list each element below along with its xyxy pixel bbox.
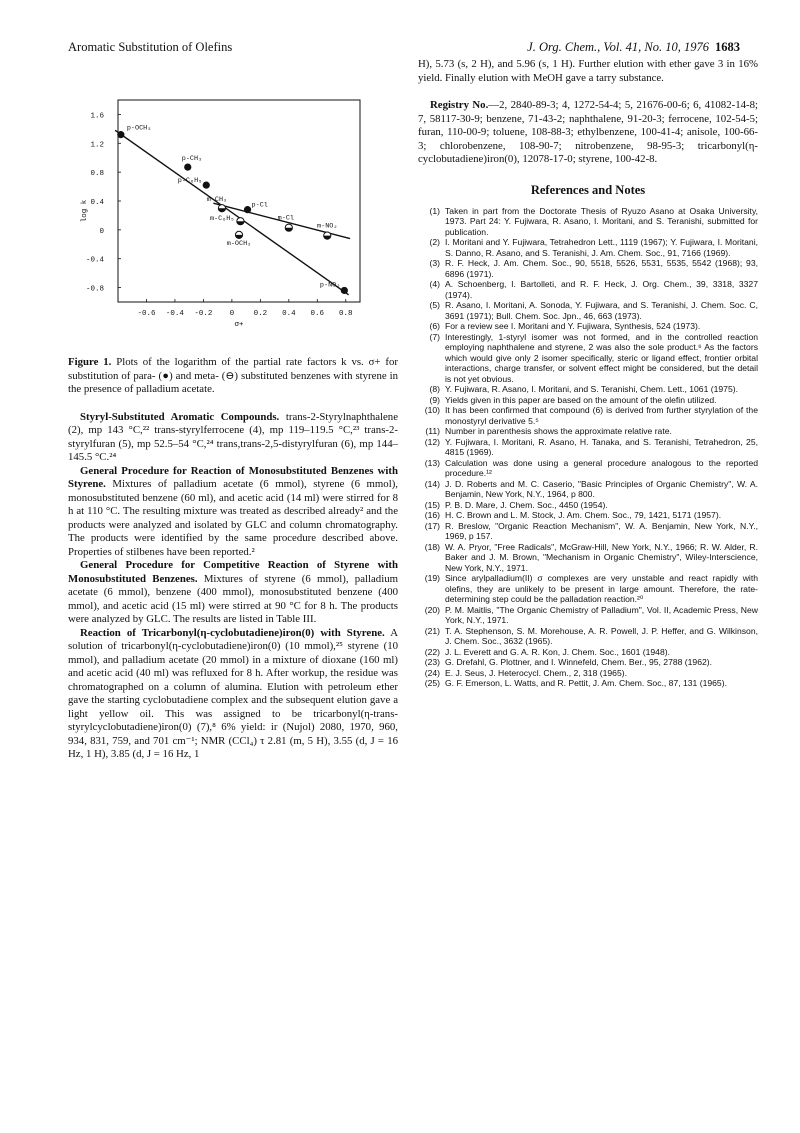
reference-item xyxy=(418,510,758,521)
reference-text: J. D. Roberts and M. C. Caserio, "Basic Principles of Organic Chemistry", W. A. Benjamin, New York, N.Y., 1964, p 800. xyxy=(445,478,758,499)
reference-item xyxy=(418,479,758,500)
paragraph-heading: General Procedure for Reaction of Monosubstituted Benzenes with Styrene. xyxy=(68,464,398,490)
reference-text: E. J. Seus, J. Heterocycl. Chem., 2, 318 (1965). xyxy=(445,667,627,678)
reference-text: It has been confirmed that compound (6) is derived from further styrylation of the monostyryl derivative 5.⁵ xyxy=(445,405,758,426)
reference-number: (20) xyxy=(424,604,440,615)
left-column xyxy=(68,90,398,762)
reference-item xyxy=(418,521,758,542)
reference-text: J. L. Everett and G. A. R. Kon, J. Chem. Soc., 1601 (1948). xyxy=(445,646,670,657)
reference-item xyxy=(418,668,758,679)
reference-item xyxy=(418,426,758,437)
reference-number: (21) xyxy=(424,625,440,636)
reference-number: (6) xyxy=(429,321,440,331)
y-tick-label: -0.4 xyxy=(85,256,104,265)
reference-item xyxy=(418,458,758,479)
paragraph xyxy=(68,559,398,627)
point-label: m-CH₃ xyxy=(206,196,228,205)
point-label: p-C₆H₅ xyxy=(177,177,203,186)
reference-text: Calculation was done using a general procedure analogous to the reported procedure.¹² xyxy=(445,457,758,478)
regression-line xyxy=(115,130,348,294)
reference-text: P. M. Maitlis, "The Organic Chemistry of Palladium", Vol. II, Academic Press, New York, N.Y., 1971. xyxy=(445,604,758,625)
reference-item xyxy=(418,647,758,658)
reference-number: (3) xyxy=(429,258,440,268)
point-label: m-Cl xyxy=(277,214,294,223)
reference-item xyxy=(418,321,758,332)
x-tick-label: -0.6 xyxy=(137,310,156,318)
reference-text: I. Moritani and Y. Fujiwara, Tetrahedron Lett., 1119 (1967); Y. Fujiwara, I. Moritani, S. Danno, R. Asano, and S. Teranishi, J. Am. Chem. Soc., 91, 7166 (1969). xyxy=(445,237,758,258)
y-tick-label: -0.8 xyxy=(85,285,104,294)
paragraph-body: trans-2-Styrylnaphthalene (2), mp 143 °C,²² trans-styrylferrocene (4), mp 119–119.5 °C,²³ trans-2-styrylfuran (5), mp 52.5–54 °C,²⁴ trans,trans-2,5-distyrylfuran (6), mp 144–145.5 °C.²⁴ xyxy=(68,410,398,463)
reference-text: P. B. D. Mare, J. Chem. Soc., 4450 (1954). xyxy=(445,499,608,510)
x-tick-label: 0.8 xyxy=(339,310,353,318)
reference-number: (16) xyxy=(424,510,440,520)
x-tick-label: -0.2 xyxy=(194,310,213,318)
reference-text: Taken in part from the Doctorate Thesis of Ryuzo Asano at Osaka University, 1973. Part 24: Y. Fujiwara, R. Asano, I. Moritani, and S. Teranishi, submitted for publication. xyxy=(445,205,758,237)
page-number: 1683 xyxy=(715,40,740,54)
reference-number: (12) xyxy=(424,436,440,447)
reference-item xyxy=(418,332,758,385)
y-tick-label: 0 xyxy=(99,227,104,236)
plot-frame xyxy=(118,100,360,302)
point-label: m-OCH₃ xyxy=(226,239,252,248)
reference-item xyxy=(418,258,758,279)
y-tick-label: 0.4 xyxy=(90,199,104,207)
registry-body: —2, 2840-89-3; 4, 1272-54-4; 5, 21676-00-6; 6, 41082-14-8; 7, 58117-30-9; benzene, 71-43-2; naphthalene, 91-20-3; ferrocene, 102-54-5; furan, 110-00-9; toluene, 108-88-3; ethylbenzene, 100-41-4; anisole, 100-66-3; chlorobenzene, 108-90-7; nitrobenzene, 98-95-3; tricarbonyl(η-cyclobutadiene)iron(0), 12078-17-0; styrene, 100-42-8. xyxy=(418,99,758,165)
para-data-point xyxy=(203,182,210,189)
reference-number: (19) xyxy=(424,573,440,583)
reference-text: H. C. Brown and L. M. Stock, J. Am. Chem. Soc., 79, 1421, 5171 (1957). xyxy=(445,510,722,520)
reference-item xyxy=(418,500,758,511)
reference-number: (17) xyxy=(424,520,440,531)
journal-citation xyxy=(527,40,740,55)
reference-number: (4) xyxy=(429,279,440,289)
reference-text: Interestingly, 1-styryl isomer was not formed, and in the controlled reaction employing naphthalene and styrene, 2 was also the sole product.⁶ As the factors which would give only 2 isomer specifically, steric or ligand effect, frontier orbital interactions, charge transfer, or solvent effect might be considered, but the detail is not yet obvious. xyxy=(445,331,758,384)
figure-caption xyxy=(68,356,398,397)
point-label: p-NO₂ xyxy=(319,281,341,290)
reference-item xyxy=(418,573,758,605)
y-tick-label: 0.8 xyxy=(90,170,104,179)
reference-number: (23) xyxy=(424,657,440,667)
reference-number: (25) xyxy=(424,678,440,688)
references-list xyxy=(418,206,758,689)
paragraph xyxy=(68,411,398,465)
caption-label: Figure 1. xyxy=(68,356,112,368)
y-tick-label: 1.2 xyxy=(90,141,104,150)
reference-text: Since arylpalladium(II) σ complexes are very unstable and react rapidly with olefins, they are unlikely to be present in large amount. Therefore, the rate-determining step could be the palladation reaction.²⁰ xyxy=(445,573,758,604)
reference-item xyxy=(418,542,758,574)
reference-text: Y. Fujiwara, I. Moritani, R. Asano, H. Tanaka, and S. Teranishi, Tetrahedron, 25, 4815 (1969). xyxy=(445,436,758,457)
reference-item xyxy=(418,206,758,238)
reference-text: G. F. Emerson, L. Watts, and R. Pettit, J. Am. Chem. Soc., 87, 131 (1965). xyxy=(445,678,727,688)
point-label: m-NO₂ xyxy=(317,222,338,231)
continued-text: H), 5.73 (s, 2 H), and 5.96 (s, 1 H). Further elution with ether gave 3 in 16% yield. Finally elution with MeOH gave a tarry substance. xyxy=(418,58,758,84)
reference-number: (9) xyxy=(429,394,440,405)
reference-text: R. Breslow, "Organic Reaction Mechanism", W. A. Benjamin, New York, N.Y., 1969, p 157. xyxy=(445,520,758,541)
reference-number: (10) xyxy=(424,405,440,415)
reference-item xyxy=(418,605,758,626)
x-axis-label: σ+ xyxy=(234,321,244,329)
point-label: m-C₆H₅ xyxy=(209,215,235,224)
reference-number: (11) xyxy=(425,426,440,436)
point-label: p-CH₃ xyxy=(181,155,203,164)
reference-text: R. F. Heck, J. Am. Chem. Soc., 90, 5518, 5526, 5531, 5535, 5542 (1968); 93, 6896 (1971). xyxy=(445,258,758,279)
reference-text: Y. Fujiwara, R. Asano, I. Moritani, and S. Teranishi, Chem. Lett., 1061 (1975). xyxy=(445,384,738,394)
x-tick-label: 0 xyxy=(229,310,235,318)
y-axis-label: log k xyxy=(81,199,89,223)
reference-number: (15) xyxy=(424,499,440,510)
running-title: Aromatic Substitution of Olefins xyxy=(68,40,233,54)
paragraph xyxy=(68,627,398,762)
right-column xyxy=(418,58,758,689)
reference-item xyxy=(418,437,758,458)
reference-item xyxy=(418,657,758,668)
reference-number: (1) xyxy=(429,205,440,216)
reference-number: (7) xyxy=(429,331,440,342)
reference-item xyxy=(418,384,758,395)
reference-text: W. A. Pryor, "Free Radicals", McGraw-Hill, New York, N.Y., 1966; R. W. Alder, R. Baker and J. M. Brown, "Mechanism in Organic Chemistry", Wiley-Interscience, New York, N.Y., 1971. xyxy=(445,541,758,573)
reference-item xyxy=(418,300,758,321)
para-data-point xyxy=(341,287,348,294)
paragraph-heading: General Procedure for Competitive Reaction of Styrene with Monosubstituted Benzenes. xyxy=(68,559,398,585)
reference-item xyxy=(418,405,758,426)
reference-number: (22) xyxy=(424,646,440,657)
registry-heading: Registry No. xyxy=(430,99,489,111)
point-label: p-OCH₃ xyxy=(126,124,152,133)
reference-item xyxy=(418,395,758,406)
journal-name: J. Org. Chem., Vol. 41, No. 10, 1976 xyxy=(527,40,709,54)
reference-number: (13) xyxy=(424,457,440,468)
references-title: References and Notes xyxy=(530,182,646,197)
reference-number: (14) xyxy=(424,478,440,489)
x-tick-label: -0.4 xyxy=(165,310,184,318)
point-label: p-Cl xyxy=(251,201,268,210)
reference-item xyxy=(418,626,758,647)
paragraph-body: A solution of tricarbonyl(η-cyclobutadiene)iron(0) (10 mmol),²⁵ styrene (10 mmol), and palladium acetate (20 mmol) in a mixture of dioxane (160 ml) and acetic acid (40 ml) was refluxed for 8 h. After workup, the residue was chromatographed on a column of alumina. Elution with petroleum ether gave the starting cyclobutadiene complex and the subsequent elution gave a light yellow oil. This was assigned to be tricarbonyl(η-trans-styrylcyclobutadiene)iron(0) (7),⁸ 6% yield: ir (Nujol) 2080, 1970, 960, 934, 831, 759, and 701 cm⁻¹; NMR (CCl₄) τ 2.81 (m, 5 H), 3.55 (d, J = 16 Hz, 1 H), 3.85 (d, J = 16 Hz, 1 xyxy=(68,626,398,760)
reference-text: T. A. Stephenson, S. M. Morehouse, A. R. Powell, J. P. Heffer, and G. Wilkinson, J. Chem. Soc., 3632 (1965). xyxy=(445,625,758,646)
para-data-point xyxy=(117,131,124,138)
para-data-point xyxy=(244,206,251,213)
paragraph xyxy=(68,465,398,560)
y-tick-label: 1.6 xyxy=(90,112,104,121)
reference-text: A. Schoenberg, I. Bartolleti, and R. F. Heck, J. Org. Chem., 39, 3318, 3327 (1974). xyxy=(445,279,758,300)
reference-text: Yields given in this paper are based on the amount of the olefin utilized. xyxy=(445,394,717,405)
reference-text: G. Drefahl, G. Plottner, and I. Winnefeld, Chem. Ber., 95, 2788 (1962). xyxy=(445,657,713,667)
reference-text: R. Asano, I. Moritani, A. Sonoda, Y. Fujiwara, and S. Teranishi, J. Chem. Soc. C, 3691 (1971); Bull. Chem. Soc. Jpn., 46, 663 (1973). xyxy=(445,300,758,321)
experimental-text xyxy=(68,411,398,762)
reference-number: (24) xyxy=(424,667,440,678)
caption-text: Plots of the logarithm of the partial rate factors k vs. σ+ for substitution of para- (●) and meta- (⊖) substituted benzenes with styrene in the presence of palladium acetate. xyxy=(68,356,398,395)
reference-number: (5) xyxy=(429,300,440,310)
reference-number: (2) xyxy=(429,237,440,247)
paragraph-body: Mixtures of styrene (6 mmol), palladium acetate (6 mmol), benzene (400 mmol), monosubstituted benzene (400 mmol), and acetic acid (15 ml) were stirred at 90 °C for 8 h. The products were analyzed by GLC. The results are listed in Table III. xyxy=(68,572,398,625)
registry-numbers xyxy=(418,99,758,167)
figure-1 xyxy=(68,90,398,352)
hammett-plot xyxy=(68,90,398,352)
para-data-point xyxy=(184,163,191,170)
x-tick-label: 0.2 xyxy=(253,310,268,318)
reference-item xyxy=(418,279,758,300)
reference-item xyxy=(418,678,758,689)
reference-text: Number in parenthesis shows the approximate relative rate. xyxy=(445,426,672,436)
paragraph-body: Mixtures of palladium acetate (6 mmol), styrene (6 mmol), monosubstituted benzene (60 ml), and acetic acid (14 ml) were stirred for 8 h at 110 °C. The resulting mixture was treated as described already² and the products were analyzed and isolated by GLC and column chromatography. The products were identified by the same procedure described above. Properties of stilbenes have been reported.² xyxy=(68,478,398,558)
x-tick-label: 0.4 xyxy=(282,310,296,318)
reference-text: For a review see I. Moritani and Y. Fujiwara, Synthesis, 524 (1973). xyxy=(445,321,701,331)
reference-number: (8) xyxy=(429,384,440,394)
paragraph-heading: Styryl-Substituted Aromatic Compounds. xyxy=(80,410,280,423)
x-tick-label: 0.6 xyxy=(310,310,325,318)
reference-item xyxy=(418,237,758,258)
paragraph-heading: Reaction of Tricarbonyl(η-cyclobutadiene)iron(0) with Styrene. xyxy=(80,626,385,639)
reference-number: (18) xyxy=(424,541,440,552)
